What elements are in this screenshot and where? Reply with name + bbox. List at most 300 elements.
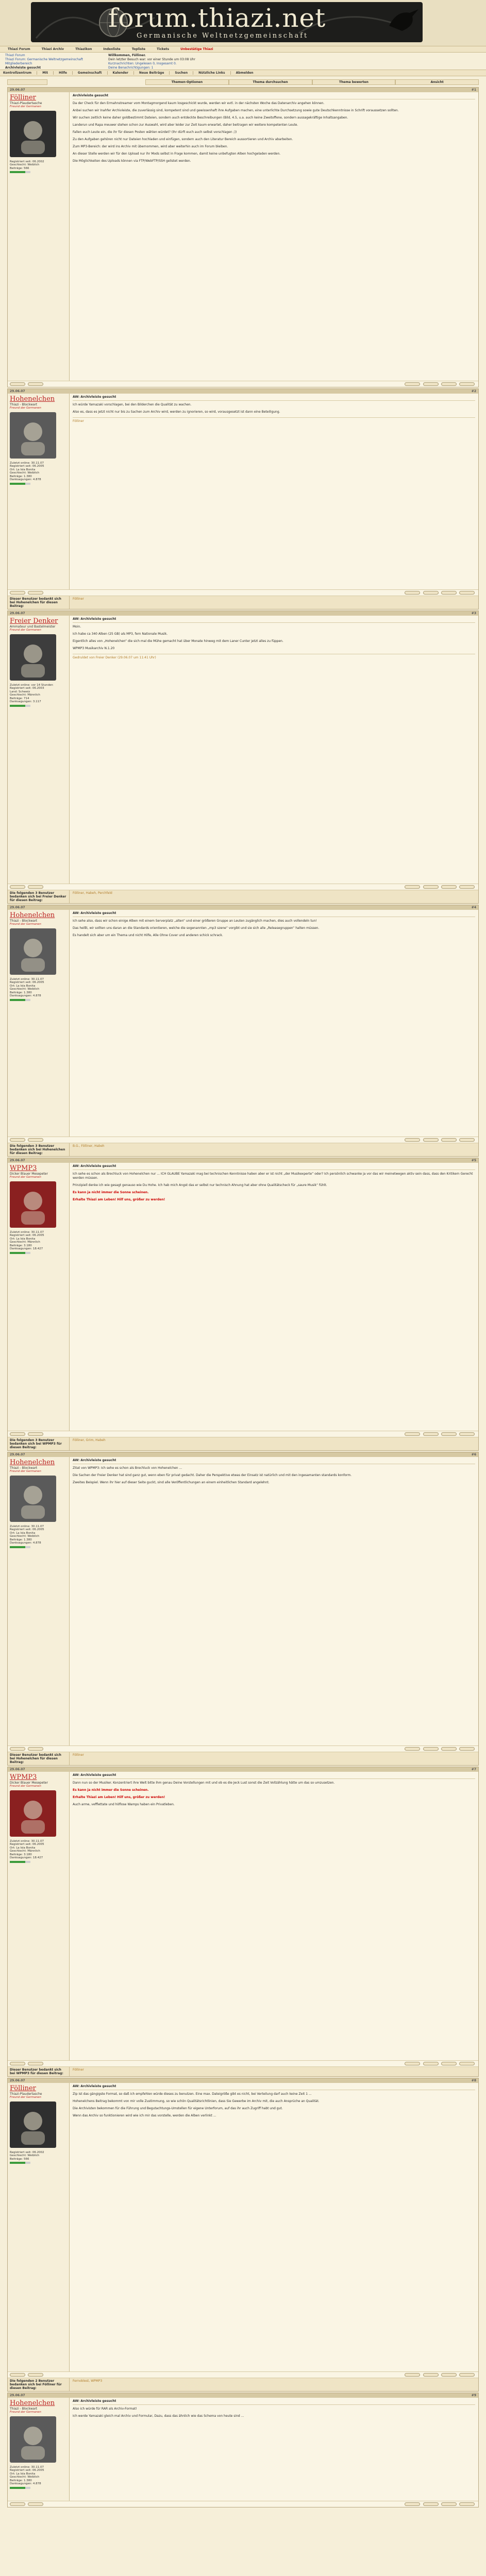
- post-number[interactable]: #4: [471, 906, 476, 909]
- user-detail: Registriert seit: 06.2005: [10, 1234, 44, 1237]
- user-detail: Geschlecht: Weiblich: [10, 2476, 40, 2479]
- post-number[interactable]: #5: [471, 1159, 476, 1162]
- thanks-row: [8, 596, 478, 609]
- post-content: [70, 1772, 478, 2060]
- user-detail: Registriert seit: 06.2003: [10, 687, 44, 690]
- post-paragraph: Also ich würde für RAR als Archiv-Format!: [73, 2407, 137, 2411]
- quote-button[interactable]: [441, 2373, 457, 2377]
- ip-button[interactable]: [28, 1432, 43, 1436]
- user-detail: Beiträge: 3.180: [10, 1853, 32, 1856]
- nav-neue-beitraege[interactable]: Neue Beiträge: [139, 71, 170, 75]
- post-date: 29.06.07: [10, 389, 25, 393]
- topnav-tickets[interactable]: Tickets: [157, 47, 170, 51]
- post: [7, 87, 479, 387]
- username[interactable]: Hohenelchen: [10, 911, 55, 919]
- post-paragraph: Erhalte Thiazi am Leben! Hilf uns, größer zu werden!: [73, 1198, 165, 1201]
- ip-button[interactable]: [28, 1747, 43, 1751]
- post-body: [8, 1772, 478, 2060]
- post: [7, 2393, 479, 2507]
- post: [7, 1452, 479, 1766]
- post: [7, 905, 479, 1157]
- post-number[interactable]: #6: [471, 1453, 476, 1456]
- thanks-button[interactable]: [405, 2062, 420, 2065]
- user-title: Freund der Germanen: [10, 1470, 41, 1473]
- multiquote-button[interactable]: [459, 2373, 475, 2377]
- post-subject: AW: Archivleiste gesucht: [73, 1459, 475, 1464]
- avatar[interactable]: [10, 634, 56, 681]
- user-details: [10, 462, 67, 482]
- username[interactable]: Fölliner: [10, 94, 36, 101]
- post-paragraph: Das heißt, wir sollten uns daran an die Standards orientieren, welche die sogenannten „mp3 szene“ vorgibt und sie sich alle „Releasegruppen“ halten müssen.: [73, 926, 320, 930]
- username[interactable]: Freier Denker: [10, 617, 58, 625]
- post-header: [8, 1452, 478, 1457]
- edit-button[interactable]: [423, 382, 439, 386]
- reputation-bar: [10, 483, 30, 485]
- user-rank: Dicker Blauer Mesepeter: [10, 1781, 48, 1785]
- edit-button[interactable]: [423, 2373, 439, 2377]
- post-paragraph: Ich sehe also, dass wir schon einige Alben mit einem Serverplatz „alten“ und einer größeren Gruppe an Leuten zugänglich machen, dies auch vollendeln tun!: [73, 919, 317, 923]
- edit-button[interactable]: [423, 885, 439, 889]
- username[interactable]: Hohenelchen: [10, 2399, 55, 2407]
- user-detail: Danksagungen: 4.878: [10, 994, 41, 997]
- post-paragraph: Wir suchen zeitlich keine daher goldbestimmt Dateien, sondern auch entdeckte Beschreibungen (Bild, 4.5, u.a. auch keine Zweitoffene, sondern aussagekräftige Inhaltsangaben.: [73, 116, 348, 120]
- post-header: [8, 88, 478, 92]
- report-button[interactable]: [10, 1747, 25, 1751]
- main-navigation: [0, 70, 486, 76]
- user-detail: Registriert seit: 06.2002: [10, 2150, 44, 2154]
- post-number[interactable]: #3: [471, 612, 476, 615]
- user-detail: Geschlecht: Männlich: [10, 1241, 40, 1244]
- avatar[interactable]: [10, 2416, 56, 2463]
- avatar[interactable]: [10, 1181, 56, 1228]
- multiquote-button[interactable]: [459, 1747, 475, 1751]
- post-date: 29.06.07: [10, 2394, 25, 2397]
- welcome-greeting: Willkommen, Fölliner.: [108, 54, 146, 57]
- user-detail: Danksagungen: 4.878: [10, 1541, 41, 1545]
- user-info: [8, 1772, 70, 2060]
- user-detail: Danksagungen: 18.427: [10, 1247, 43, 1250]
- post-date: 29.06.07: [10, 612, 25, 615]
- post-footer: [8, 884, 478, 890]
- post-paragraph: WPMP3 Musikarchiv N.1.20: [73, 647, 115, 650]
- user-detail: Registriert seit: 06.2005: [10, 465, 44, 468]
- post-content: [70, 910, 478, 1137]
- user-details: [10, 978, 67, 998]
- post: [7, 611, 479, 904]
- user-detail: Danksagungen: 3.117: [10, 700, 41, 703]
- quote-button[interactable]: [441, 1432, 457, 1436]
- thanks-label: Dieser Benutzer bedankt sich bei WPMP3 für diesen Beitrag:: [8, 2067, 70, 2076]
- post-header: [8, 2078, 478, 2083]
- nav-abmelden[interactable]: Abmelden: [236, 71, 254, 75]
- post-paragraph: Die Sachen der Freier Denker hat sind ganz gut, wenn eben für privat gedacht. Daher die Perspektive etwas der Einsatz ist natürlich und mit den ingesamanten standards konform.: [73, 1473, 352, 1477]
- report-button[interactable]: [10, 1432, 25, 1436]
- reputation-bar: [10, 171, 30, 173]
- user-detail: Beiträge: 566: [10, 166, 29, 170]
- user-detail: Geschlecht: Weiblich: [10, 163, 40, 166]
- post-paragraph: Fallen euch Leute ein, die ihr für diesen Posten wählen würdet? (Ihr dürft euch auch selbst vorschlagen ;)): [73, 130, 237, 134]
- reputation-bar: [10, 1546, 30, 1548]
- reputation-bar: [10, 1861, 30, 1863]
- quote-button[interactable]: [441, 382, 457, 386]
- ip-button[interactable]: [28, 2062, 43, 2065]
- post-body: [8, 1163, 478, 1431]
- user-rank: Thiazi-Plaudertasche: [10, 101, 42, 105]
- multiquote-button[interactable]: [459, 885, 475, 889]
- thanks-button[interactable]: [405, 1432, 420, 1436]
- post-footer: [8, 1431, 478, 1437]
- post-content: [70, 92, 478, 381]
- post-paragraph: Prinzipiell denke ich wie gesagt genauso wie Du Hohe. Ich hab mich Angst das er selbst nur technisch Ahnung hat aber ohne Qualitätscheck für „saure Musik“ fühlt.: [73, 1183, 327, 1187]
- user-rank: Thiazi - Blockwart: [10, 2407, 38, 2411]
- post-paragraph: Eigentlich alles von „Hohenelchen“ die sich mal die Mühe gemacht hat über Monate hinweg mit dem Laner Cunter jetzt alles zu füppen.: [73, 639, 283, 643]
- thanks-row: [8, 1143, 478, 1156]
- user-detail: Registriert seit: 06.2005: [10, 1528, 44, 1531]
- post-header: [8, 1158, 478, 1163]
- post-date: 29.06.07: [10, 906, 25, 909]
- nav-mit[interactable]: Mit: [42, 71, 54, 75]
- thanks-button[interactable]: [405, 885, 420, 889]
- post-paragraph: Moin.: [73, 625, 81, 629]
- thanks-users[interactable]: Fölliner, Grim, Habeh: [73, 1438, 106, 1442]
- avatar[interactable]: [10, 1476, 56, 1522]
- post-body: [8, 2083, 478, 2371]
- username[interactable]: Hohenelchen: [10, 1459, 55, 1466]
- post-number[interactable]: #9: [471, 2394, 476, 2397]
- post-content: [70, 1163, 478, 1431]
- thanks-button[interactable]: [405, 1138, 420, 1142]
- post-paragraph: Erhalte Thiazi am Leben! Hilf uns, größer zu werden!: [73, 1795, 165, 1799]
- post: [7, 1158, 479, 1451]
- report-button[interactable]: [10, 885, 25, 889]
- user-details: [10, 2466, 67, 2486]
- user-rank: Thiazi-Plaudertasche: [10, 2092, 42, 2096]
- avatar[interactable]: [10, 2102, 56, 2148]
- edit-button[interactable]: [423, 1432, 439, 1436]
- logo-title[interactable]: forum.thiazi.net: [108, 3, 326, 33]
- user-details: [10, 1231, 67, 1251]
- post-header: [8, 611, 478, 616]
- post-footer: [8, 1137, 478, 1143]
- post-paragraph: Da der Check für den Ermahnstreamer vom Montagmorgend kaum losgeschickt wurde, werden wir evtl. in der nächsten Woche das Datenarchiv angehen können.: [73, 101, 325, 105]
- multiquote-button[interactable]: [459, 2502, 475, 2506]
- report-button[interactable]: [10, 2062, 25, 2065]
- topnav-thiazikon[interactable]: Thiazikon: [75, 47, 92, 51]
- user-detail: Registriert seit: 06.2005: [10, 981, 44, 984]
- last-visit: Dein letzter Besuch war: vor einer Stunde um 03:08 Uhr: [108, 58, 195, 61]
- user-rank: Ammateur und Bastelmeister: [10, 625, 56, 629]
- reputation-bar: [10, 999, 30, 1001]
- ip-button[interactable]: [28, 2502, 43, 2506]
- avatar[interactable]: [10, 1790, 56, 1837]
- post-footer: [8, 381, 478, 387]
- raven-icon: [387, 5, 420, 36]
- post-subject: AW: Archivleiste gesucht: [73, 911, 475, 917]
- edit-button[interactable]: [423, 2502, 439, 2506]
- user-detail: Zuletzt online: 30.11.07: [10, 461, 44, 465]
- reputation-bar: [10, 2487, 30, 2489]
- user-info: [8, 1457, 70, 1745]
- multiquote-button[interactable]: [459, 1432, 475, 1436]
- post-paragraph: Zip ist das gängigste Format, so daß ich empfehlen würde dieses zu benutzen. Eine max. Dateigröße gibt es nicht, bei Verteilung darf auch keine Zeit 1 ...: [73, 2092, 312, 2096]
- quote-button[interactable]: [441, 591, 457, 595]
- quote-button[interactable]: [441, 1747, 457, 1751]
- ip-button[interactable]: [28, 885, 43, 889]
- edit-button[interactable]: [423, 1747, 439, 1751]
- post-date: 29.06.07: [10, 1453, 25, 1456]
- post-body: [8, 394, 478, 589]
- post-footer: [8, 2371, 478, 2378]
- user-detail: Beiträge: 566: [10, 2157, 29, 2161]
- thanks-label: Die folgenden 3 Benutzer bedanken sich bei Hohenelchen für diesen Beitrag:: [8, 1143, 70, 1156]
- user-detail: Geschlecht: Weiblich: [10, 2154, 40, 2157]
- user-detail: Geschlecht: Weiblich: [10, 1535, 40, 1538]
- ip-button[interactable]: [28, 1138, 43, 1142]
- edit-button[interactable]: [423, 2062, 439, 2065]
- post-content: [70, 1457, 478, 1745]
- post-paragraph: Die Archivisten bekommen für die Führung und Begutachtungs-Umstellen für eigene Unterforum, auf das ihr auch Zugriff habt und gut.: [73, 2107, 283, 2110]
- username[interactable]: Fölliner: [10, 2084, 36, 2092]
- post: [7, 2078, 479, 2392]
- logo-subtitle: Germanische Weltnetzgemeinschaft: [137, 32, 309, 40]
- edit-button[interactable]: [423, 591, 439, 595]
- thanks-users[interactable]: Fölliner, Habeh, Perchfeld: [73, 891, 112, 895]
- breadcrumb-current: Archivleiste gesucht: [5, 66, 41, 70]
- site-banner: [31, 2, 423, 42]
- quote-button[interactable]: [441, 1138, 457, 1142]
- post-paragraph: Auch arme, vefflettate und höflose Wamps haben ein Privatleben.: [73, 1803, 175, 1806]
- multiquote-button[interactable]: [459, 591, 475, 595]
- info-bar: [0, 53, 486, 70]
- post-footer: [8, 1745, 478, 1752]
- user-rank: Thiazi - Blockwart: [10, 1466, 38, 1470]
- breadcrumb-item[interactable]: Thiazi Forum: Germanische Weltnetzgemeinschaft: [5, 58, 83, 61]
- user-info: [8, 2398, 70, 2501]
- post: [7, 1767, 479, 2077]
- reputation-bar: [10, 2162, 30, 2164]
- user-detail: Zuletzt online: 30.11.07: [10, 1230, 44, 1234]
- user-info: [8, 1163, 70, 1431]
- topnav-indexliste[interactable]: Indexliste: [103, 47, 121, 51]
- thread-controls: [7, 79, 479, 85]
- user-info: [8, 616, 70, 884]
- user-detail: Beiträge: 1.380: [10, 991, 32, 994]
- thanks-label: Dieser Benutzer bedankt sich bei Hohenelchen für diesen Beitrag:: [8, 596, 70, 609]
- breadcrumb-item[interactable]: Thiazi Forum: [5, 54, 25, 57]
- user-details: [10, 2151, 67, 2161]
- user-detail: Danksagungen: 4.878: [10, 2482, 41, 2485]
- topnav-archiv[interactable]: Thiazi Archiv: [41, 47, 64, 51]
- breadcrumb-item[interactable]: Mitgliederbereich: [5, 62, 32, 65]
- nav-suchen[interactable]: Suchen: [175, 71, 193, 75]
- user-info: [8, 2083, 70, 2371]
- post-body: [8, 1457, 478, 1745]
- post-content: [70, 394, 478, 589]
- thread-options-button[interactable]: Themen-Optionen: [145, 79, 229, 85]
- user-title: Freund der Germanen: [10, 629, 41, 632]
- post-body: [8, 92, 478, 381]
- user-detail: Ort: La Isla Bonita: [10, 2472, 36, 2476]
- multiquote-button[interactable]: [459, 1138, 475, 1142]
- post-header: [8, 905, 478, 910]
- user-title: Freund der Germanen: [10, 105, 41, 108]
- post-number[interactable]: #1: [471, 88, 476, 92]
- top-navigation: [0, 46, 486, 53]
- user-detail: Ort: La Isla Bonita: [10, 468, 36, 471]
- thanks-label: Dieser Benutzer bedankt sich bei Hohenelchen für diesen Beitrag:: [8, 1752, 70, 1765]
- welcome-panel: [108, 54, 211, 69]
- quote-button[interactable]: [441, 2062, 457, 2065]
- user-info: [8, 910, 70, 1137]
- display-mode-button[interactable]: Ansicht: [395, 79, 479, 85]
- user-detail: Registriert seit: 06.2005: [10, 2469, 44, 2472]
- site-header: [0, 0, 486, 46]
- post-paragraph: Hohenelchens Beitrag bekommt von mir volle Zustimmung, so wie schön Qualitätsrichtlinien, dass Sie Gewerbe im Archiv mit, die auch Ansprüche an Qualität.: [73, 2099, 320, 2103]
- post-paragraph: Ich habe ca 340 Alben (25 GB) als MP3, fern Nationale Musik.: [73, 632, 168, 636]
- user-details: [10, 160, 67, 171]
- topnav-topliste[interactable]: Topliste: [131, 47, 146, 51]
- thanks-users[interactable]: Fölliner: [73, 597, 84, 601]
- post-footer: [8, 2060, 478, 2066]
- post-subject: AW: Archivleiste gesucht: [73, 395, 475, 401]
- post-paragraph: Es kann ja nicht immer die Sonne scheinen.: [73, 1788, 149, 1792]
- post: [7, 388, 479, 609]
- nav-nuetzliche-links[interactable]: Nützliche Links: [198, 71, 230, 75]
- post-list: [7, 87, 479, 2507]
- post-body: [8, 910, 478, 1137]
- post-number[interactable]: #2: [471, 389, 476, 393]
- user-detail: Zuletzt online: 30.11.07: [10, 977, 44, 981]
- user-detail: Registriert seit: 06.2005: [10, 1843, 44, 1846]
- post-paragraph: Es kann ja nicht immer die Sonne scheinen.: [73, 1191, 149, 1194]
- user-title: Freund der Germanen: [10, 2096, 41, 2099]
- user-detail: Ort: La Isla Bonita: [10, 984, 36, 988]
- nav-kalender[interactable]: Kalender: [113, 71, 134, 75]
- user-rank: Thiazi - Blockwart: [10, 403, 38, 406]
- report-button[interactable]: [10, 382, 25, 386]
- thanks-button[interactable]: [405, 382, 420, 386]
- ip-button[interactable]: [28, 2373, 43, 2377]
- private-messages-link[interactable]: Kurznachrichten: Ungelesen 0, Insgesamt 0.: [108, 62, 177, 65]
- post-paragraph: Landerun und Rapa meuwer stehen schon zur Auswahl, wird aber leider zur Zeit kaum erwartet, daher beitragen wir weitere kompetenten Leute.: [73, 123, 298, 127]
- topnav-forum[interactable]: Thiazi Forum: [8, 47, 30, 51]
- thanks-button[interactable]: [405, 2373, 420, 2377]
- quote-button[interactable]: [441, 885, 457, 889]
- post-footer: [8, 2501, 478, 2507]
- post-paragraph: Anbei suchen wir Inahfer Archivleiste, die zuverlässig sind, kompetent sind und gewissenhaft ihre Aufgaben machen, eine unterlichte Durchsetzung sowie gute Deutschkenntnisse in Schrift voraussetzen sollten.: [73, 109, 399, 112]
- user-detail: Geschlecht: Weiblich: [10, 988, 40, 991]
- user-title: Freund der Germanen: [10, 923, 41, 926]
- avatar[interactable]: [10, 928, 56, 975]
- user-detail: Land: Schweiz: [10, 690, 30, 693]
- post-header: [8, 2393, 478, 2398]
- thanks-users[interactable]: B.G., Fölliner, Habeh: [73, 1144, 105, 1148]
- multiquote-button[interactable]: [459, 2062, 475, 2065]
- user-title: Freund der Germanen: [10, 406, 41, 410]
- thanks-users[interactable]: Fölliner: [73, 2068, 84, 2072]
- thanks-users[interactable]: Fernoblest, WPMP3: [73, 2379, 103, 2383]
- user-details: [10, 1525, 67, 1545]
- username[interactable]: Hohenelchen: [10, 395, 55, 403]
- user-detail: Zuletzt online: vor 14 Stunden: [10, 683, 53, 687]
- post-paragraph: Ich sehe es schon als Brechluck von Hohenelchen nur ... ICH GLAUBE Yamazaki mag bei technischen Kenntnisse haben aber er ist nicht „der Musikexperte“ oder? Ich persönlich schwanke ja vor das wir meinetwegen aktiv sein dass, dass den Kritikern Gerecht werden müssen.: [73, 1172, 473, 1180]
- post-number[interactable]: #7: [471, 1768, 476, 1771]
- thanks-button[interactable]: [405, 2502, 420, 2506]
- post-subject: AW: Archivleiste gesucht: [73, 1773, 475, 1779]
- multiquote-button[interactable]: [459, 382, 475, 386]
- post-paragraph: Zu den Aufgaben gehören nicht nur Dateien hochladen und einfügen, sondern auch den Literatur Bereich aussortieren und Archiv abarbeiten.: [73, 138, 293, 141]
- search-thread-button[interactable]: Thema durchsuchen: [229, 79, 312, 85]
- user-detail: Beiträge: 1.380: [10, 474, 32, 478]
- pagination[interactable]: [7, 79, 47, 85]
- user-detail: Danksagungen: 18.427: [10, 1856, 43, 1859]
- avatar[interactable]: [10, 111, 56, 157]
- user-details: [10, 684, 67, 704]
- user-detail: Beiträge: 1.380: [10, 1538, 32, 1541]
- post-paragraph: Zweites Beispiel. Wenn ihr hier auf dieser Seite guckt, sind alle Veröffentlichungen an einem einheitlichen Standard angelehnt.: [73, 1481, 270, 1484]
- report-button[interactable]: [10, 1138, 25, 1142]
- subscriptions-link[interactable]: Deine Benachrichtigungen: 1: [108, 66, 154, 70]
- breadcrumb: [5, 54, 108, 69]
- thanks-button[interactable]: [405, 1747, 420, 1751]
- user-detail: Beiträge: 714: [10, 697, 29, 700]
- username[interactable]: WPMP3: [10, 1773, 37, 1781]
- username[interactable]: WPMP3: [10, 1164, 37, 1172]
- ip-button[interactable]: [28, 382, 43, 386]
- post-date: 29.06.07: [10, 1768, 25, 1771]
- thanks-users[interactable]: Fölliner: [73, 1753, 84, 1757]
- user-detail: Beiträge: 1.380: [10, 2479, 32, 2482]
- user-detail: Registriert seit: 06.2002: [10, 160, 44, 163]
- thanks-button[interactable]: [405, 591, 420, 595]
- nav-hilfe[interactable]: Hilfe: [59, 71, 73, 75]
- rate-thread-button[interactable]: Thema bewerten: [312, 79, 396, 85]
- reputation-bar: [10, 705, 30, 707]
- thanks-label: Die folgenden 2 Benutzer bedanken sich bei Fölliner für diesen Beitrag:: [8, 2378, 70, 2391]
- user-title: Freund der Germanen: [10, 2411, 41, 2414]
- user-detail: Ort: La Isla Bonita: [10, 1846, 36, 1850]
- report-button[interactable]: [10, 591, 25, 595]
- report-button[interactable]: [10, 2502, 25, 2506]
- post-number[interactable]: #8: [471, 2079, 476, 2082]
- post-paragraph: Zum MP3-Bereich: der wird ins Archiv mit übernommen, wird aber weiterhin auch im Forum bleiben.: [73, 145, 228, 148]
- ip-button[interactable]: [28, 591, 43, 595]
- avatar[interactable]: [10, 412, 56, 459]
- post-header: [8, 389, 478, 394]
- edit-button[interactable]: [423, 1138, 439, 1142]
- nav-kontrollzentrum[interactable]: Kontrollzentrum: [3, 71, 37, 75]
- thanks-row: [8, 2066, 478, 2076]
- post-subject: AW: Archivleiste gesucht: [73, 1164, 475, 1170]
- user-title: Freund der Germanen: [10, 1785, 41, 1788]
- post-paragraph: Wenn das Archiv so funktionieren wird wie ich mir das vorstelle, werden die Alben verlinkt ...: [73, 2114, 216, 2117]
- post-body: [8, 2398, 478, 2501]
- post-paragraph: Dann nun so der Musiker. Konzentriert ihre Welt bitte ihm genau Deine Vorstellungen mit und ob es die Jeck Lust sonst die Zeit Vollzählung hätte um das so umzusetzen.: [73, 1781, 335, 1785]
- post-date: 29.06.07: [10, 2079, 25, 2082]
- post-footer: [8, 589, 478, 596]
- user-details: [10, 1840, 67, 1860]
- user-detail: Ort: La Isla Bonita: [10, 1531, 36, 1535]
- thanks-row: [8, 1752, 478, 1765]
- post-subject: AW: Archivleiste gesucht: [73, 2084, 475, 2090]
- topnav-unbestaetigte[interactable]: Unbestätige Thiazi: [180, 47, 213, 51]
- user-detail: Ort: La Isla Bonita: [10, 1237, 36, 1241]
- thanks-row: [8, 1437, 478, 1450]
- nav-gemeinschaft[interactable]: Gemeinschaft: [78, 71, 108, 75]
- user-detail: Zuletzt online: 30.11.07: [10, 2465, 44, 2469]
- report-button[interactable]: [10, 2373, 25, 2377]
- quote-button[interactable]: [441, 2502, 457, 2506]
